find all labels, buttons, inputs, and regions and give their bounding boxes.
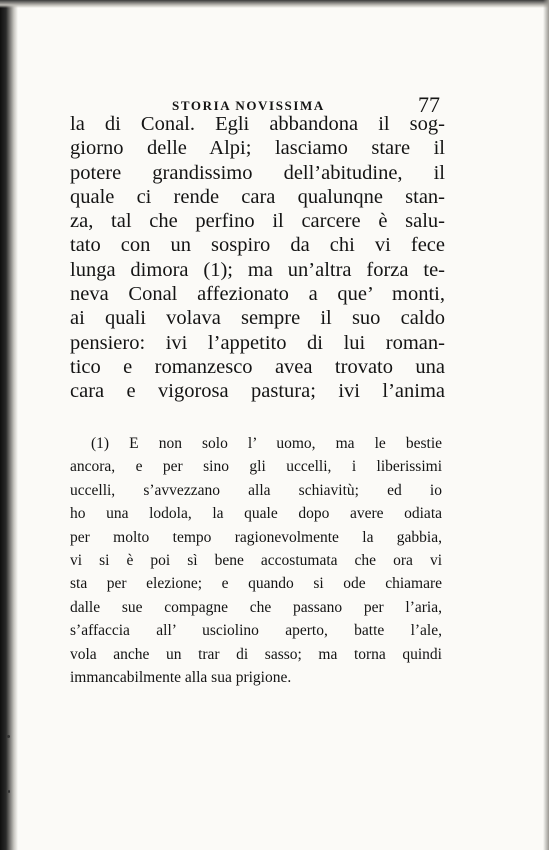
footnote-line: vi si è poi sì bene accostumata che ora vi [70,552,442,570]
text-line: neva Conal affezionato a que’ monti, [70,283,445,306]
footnote-line: s’affaccia all’ usciolino aperto, batte l’ale, [70,622,442,640]
page-top-shadow [0,0,549,8]
text-line: quale ci rende cara qualunqne stan- [70,185,445,208]
footnote-line: uccelli, s’avvezzano alla schiavitù; ed io [70,481,442,499]
scan-speck [8,790,10,793]
text-line: la di Conal. Egli abbandona il sog- [70,113,445,135]
text-line: potere grandissimo dell’abitudine, il [70,161,445,184]
footnote-line: per molto tempo ragionevolmente la gabbia, [70,528,442,546]
footnote-line: (1) E non solo l’ uomo, ma le bestie [91,435,442,452]
text-line: giorno delle Alpi; lasciamo stare il [70,137,445,160]
footnote-line: ancora, e per sino gli uccelli, i liberissimi [70,458,442,476]
text-line: cara e vigorosa pastura; ivi l’anima [70,380,445,403]
text-line: lunga dimora (1); ma un’altra forza te- [70,258,445,281]
footnote-line: ho una lodola, la quale dopo avere odiata [70,505,442,523]
footnote-line: sta per elezione; e quando si ode chiamare [70,575,442,593]
footnote-line: dalle sue compagne che passano per l’aria, [70,598,442,616]
running-head: STORIA NOVISSIMA [172,98,325,113]
page-gutter-shadow [0,0,18,850]
text-line: pensiero: ivi l’appetito di lui roman- [70,331,445,354]
footnote-block [70,432,442,689]
text-line: za, tal che perfino il carcere è salu- [70,210,445,233]
footnote-line: vola anche un trar di sasso; ma torna quindi [70,645,442,663]
page-right-edge [543,0,549,850]
footnote-line: immancabilmente alla sua prigione. [70,669,292,687]
main-text-block [70,112,445,404]
scan-speck [7,735,10,738]
page-number: 77 [418,92,440,117]
text-line: tato con un sospiro da chi vi fece [70,234,445,257]
text-line: tico e romanzesco avea trovato una [70,355,445,378]
text-line: ai quali volava sempre il suo caldo [70,307,445,330]
